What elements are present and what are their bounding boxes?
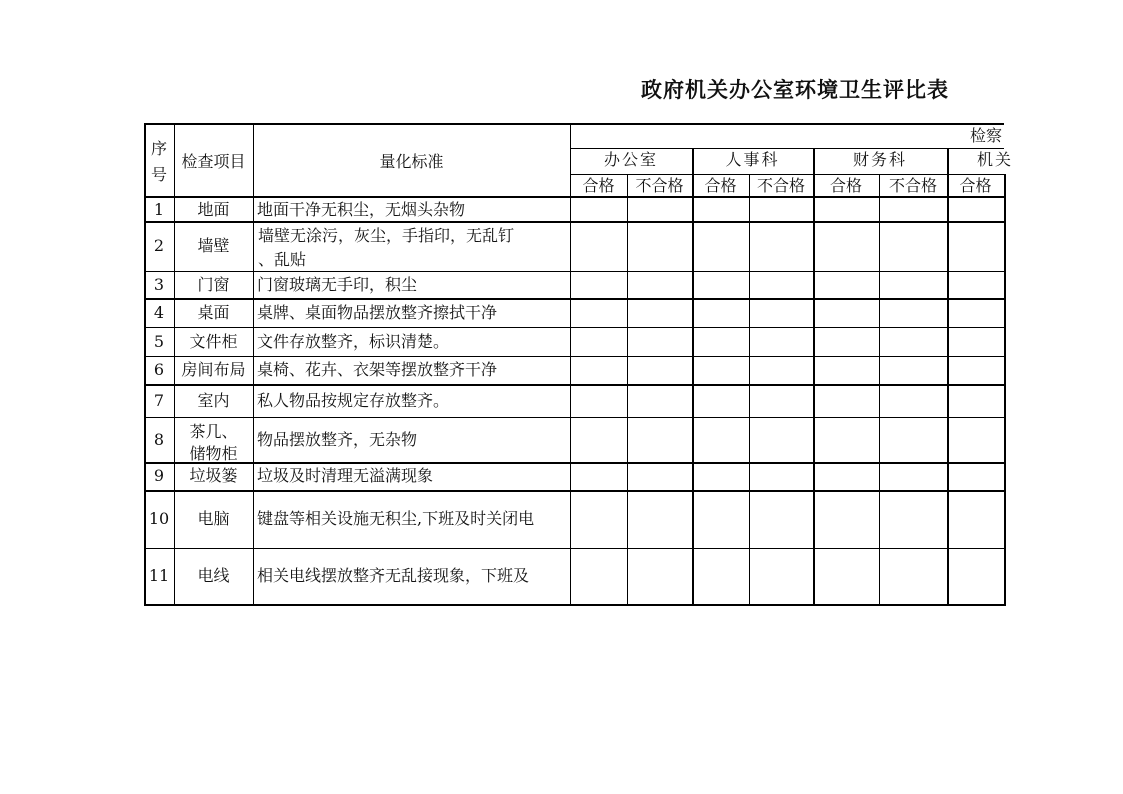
row-border: [144, 604, 1004, 606]
header-pass: 合格: [582, 176, 615, 195]
group-border: [692, 148, 694, 604]
row-standard: 物品摆放整齐，无杂物: [257, 429, 418, 449]
header-department: 机关: [977, 150, 1014, 169]
header-fail: 不合格: [888, 176, 937, 195]
header-inspection: 检察: [970, 126, 1003, 145]
page-title: 政府机关办公室环境卫生评比表: [641, 78, 949, 102]
row-standard: 键盘等相关设施无积尘,下班及时关闭电: [257, 509, 535, 528]
header-rule: [570, 148, 1004, 149]
row-item: 垃圾篓: [189, 466, 238, 485]
row-number: 2: [153, 236, 165, 255]
header-pass: 合格: [959, 176, 992, 195]
row-border: [144, 221, 1004, 223]
row-number: 5: [153, 331, 165, 351]
row-standard: 文件存放整齐，标识清楚。: [257, 331, 450, 351]
row-standard: 桌牌、桌面物品摆放整齐擦拭干净: [257, 302, 498, 322]
header-seq: 号: [150, 165, 167, 184]
column-border: [627, 174, 628, 604]
row-item: 文件柜: [189, 331, 238, 351]
row-item: 室内: [197, 390, 230, 410]
row-number: 3: [153, 274, 165, 294]
header-pass: 合格: [704, 176, 737, 195]
row-item: 电线: [197, 566, 230, 585]
row-border: [144, 417, 1004, 418]
row-item: 房间布局: [181, 360, 246, 379]
header-fail: 不合格: [756, 176, 805, 195]
header-standard: 量化标准: [379, 152, 444, 171]
group-border: [813, 148, 815, 604]
row-number: 4: [153, 302, 165, 322]
row-number: 10: [148, 509, 170, 528]
header-pass: 合格: [829, 176, 862, 195]
row-standard: 桌椅、花卉、衣架等摆放整齐干净: [257, 360, 498, 379]
row-standard: 垃圾及时清理无溢满现象: [257, 466, 434, 485]
row-number: 1: [153, 199, 165, 219]
row-number: 6: [153, 360, 165, 379]
row-item: 门窗: [197, 274, 230, 294]
row-standard: 墙壁无涂污，灰尘，手指印，无乱钉 、乱贴: [258, 226, 515, 269]
row-standard: 地面干净无积尘，无烟头杂物: [257, 200, 466, 219]
header-department: 办公室: [603, 150, 658, 169]
header-item: 检查项目: [181, 152, 246, 171]
row-standard: 门窗玻璃无手印，积尘: [257, 274, 418, 294]
column-border: [749, 174, 750, 604]
row-border: [144, 548, 1004, 549]
row-border: [144, 490, 1004, 492]
header-seq: 序: [150, 139, 167, 158]
header-fail: 不合格: [635, 176, 684, 195]
row-item: 电脑: [197, 509, 230, 528]
row-number: 11: [148, 566, 170, 585]
row-item: 茶几、 储物柜: [189, 422, 238, 463]
column-border: [253, 123, 254, 604]
row-border: [144, 298, 1004, 300]
row-number: 7: [153, 390, 165, 410]
row-number: 8: [153, 429, 165, 449]
row-number: 9: [153, 466, 165, 485]
row-standard: 私人物品按规定存放整齐。: [257, 390, 450, 410]
row-border: [144, 356, 1004, 357]
row-item: 墙壁: [197, 236, 230, 255]
group-border: [947, 148, 949, 604]
header-rule: [570, 174, 1004, 175]
row-item: 桌面: [197, 302, 230, 322]
table-right-border: [1004, 174, 1006, 606]
row-border: [144, 384, 1004, 386]
column-border: [879, 174, 880, 604]
header-department: 人事科: [725, 150, 780, 169]
row-border: [144, 462, 1004, 464]
row-border: [144, 327, 1004, 328]
row-standard: 相关电线摆放整齐无乱接现象，下班及: [257, 566, 530, 585]
header-department: 财务科: [852, 150, 907, 169]
table-top-border: [144, 123, 1004, 125]
row-item: 地面: [197, 199, 230, 219]
